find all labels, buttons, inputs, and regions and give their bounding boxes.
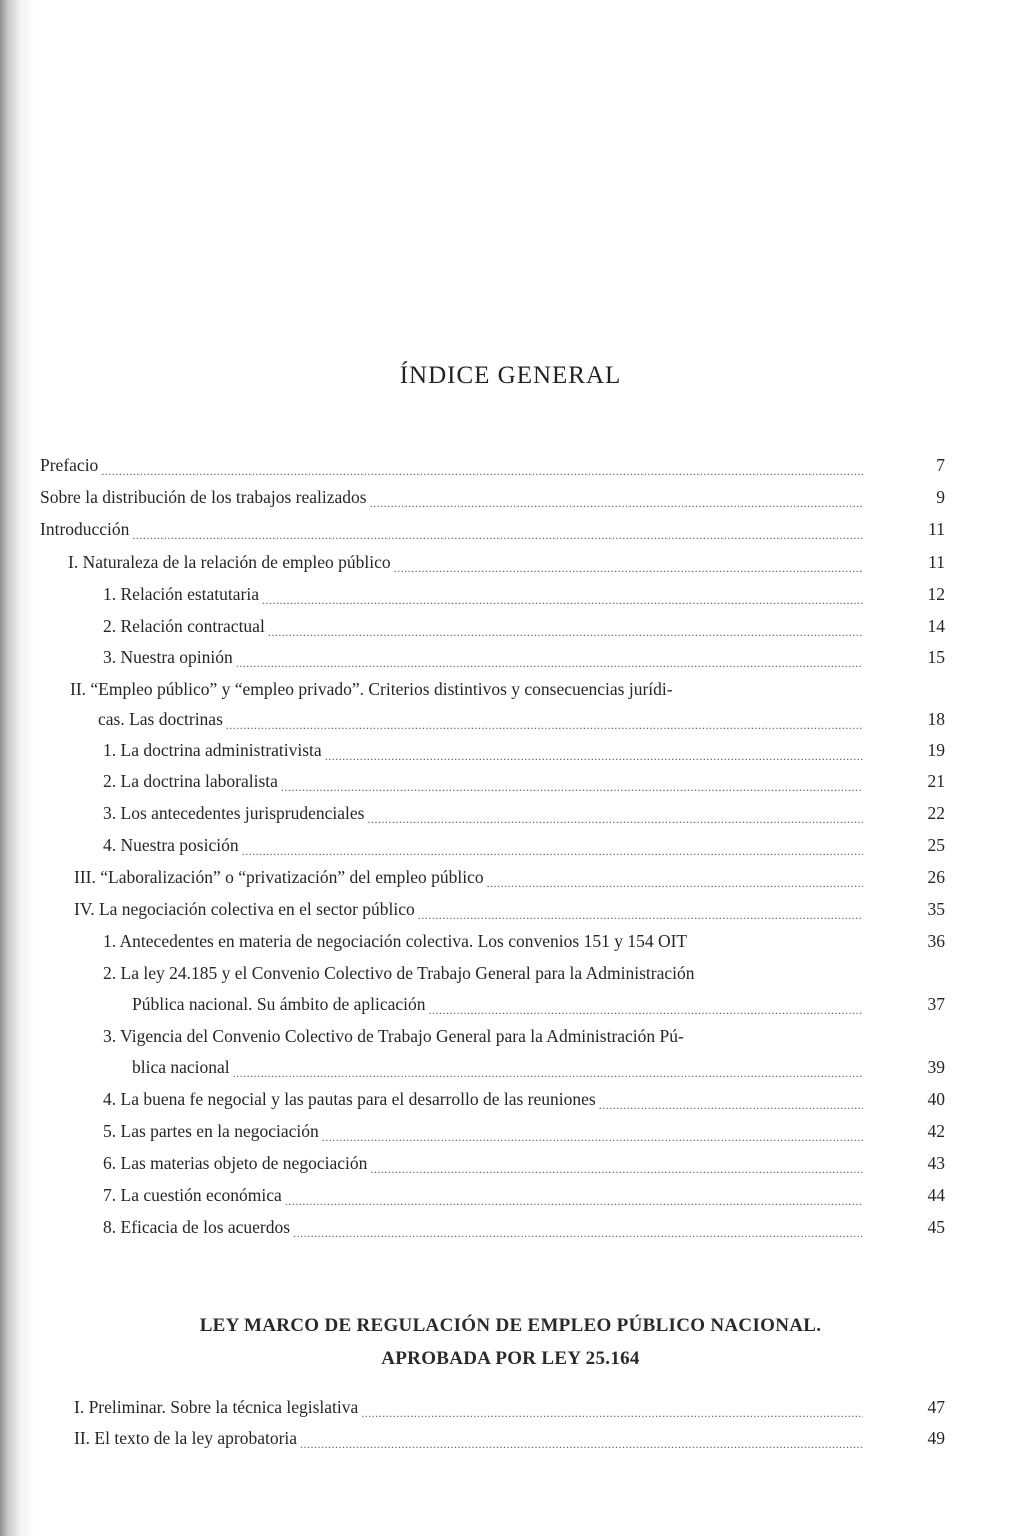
toc-entry-title: II. “Empleo público” y “empleo privado”. Criterios distintivos y consecuencias jurídi- — [70, 679, 673, 699]
leader-dots — [361, 1403, 863, 1423]
toc-entry — [74, 894, 866, 925]
toc-entry-title: 7. La cuestión económica — [103, 1185, 282, 1205]
toc-entry — [74, 1392, 866, 1423]
toc-entry-title: I. Naturaleza de la relación de empleo público — [68, 552, 391, 572]
toc-page-number: 44 — [927, 1185, 945, 1205]
toc-page-number: 12 — [927, 584, 945, 604]
toc-entry — [103, 735, 866, 766]
toc-entry-title: II. El texto de la ley aprobatoria — [74, 1428, 298, 1448]
leader-dots — [599, 1095, 863, 1115]
leader-dots — [281, 777, 863, 797]
toc-entry-title: 2. La doctrina laboralista — [103, 771, 278, 791]
toc-page-number: 11 — [928, 519, 945, 539]
toc-entry-title: III. “Laboralización” o “privatización” del empleo público — [74, 867, 484, 887]
leader-dots — [268, 622, 863, 642]
toc-page-number: 39 — [927, 1057, 945, 1077]
leader-dots — [418, 905, 863, 925]
toc-entry — [132, 1052, 866, 1083]
toc-entry-title: Prefacio — [40, 455, 99, 475]
toc-entry-title: IV. La negociación colectiva en el sector público — [74, 899, 415, 919]
toc-entry — [103, 642, 866, 673]
toc-page-number: 40 — [927, 1089, 945, 1109]
toc-entry — [40, 514, 866, 545]
toc-entry — [103, 1212, 866, 1243]
toc-entry-title: 8. Eficacia de los acuerdos — [103, 1217, 291, 1237]
leader-dots — [370, 1159, 863, 1179]
toc-entry-title: 1. Relación estatutaria — [103, 584, 259, 604]
page-title: ÍNDICE GENERAL — [399, 362, 622, 389]
toc-page-number: 25 — [927, 835, 945, 855]
toc-entry — [103, 579, 866, 610]
toc-entry-title: Introducción — [40, 519, 130, 539]
leader-dots — [262, 590, 863, 610]
toc-entry-title-continued: cas. Las doctrinas — [98, 709, 223, 729]
toc-page-number: 45 — [927, 1217, 945, 1237]
toc-entry-title: 1. La doctrina administrativista — [103, 740, 322, 760]
toc-entry — [103, 1148, 866, 1179]
toc-entry — [103, 830, 866, 861]
toc-page-number: 36 — [927, 931, 945, 951]
toc-entry-title-continued: Pública nacional. Su ámbito de aplicación — [132, 994, 426, 1014]
section-subheading: APROBADA POR LEY 25.164 — [381, 1348, 640, 1369]
toc-entry-title-continued: blica nacional — [132, 1057, 230, 1077]
toc-entry-title: 5. Las partes en la negociación — [103, 1121, 319, 1141]
leader-dots — [293, 1223, 863, 1243]
toc-entry — [103, 1084, 866, 1115]
toc-page-number: 35 — [927, 899, 945, 919]
toc-page-number: 22 — [927, 803, 945, 823]
leader-dots — [233, 1063, 863, 1083]
toc-entry — [103, 1116, 866, 1147]
leader-dots — [132, 525, 863, 545]
leader-dots — [285, 1191, 863, 1211]
toc-entry — [74, 862, 866, 893]
leader-dots — [300, 1434, 863, 1454]
leader-dots — [370, 493, 863, 513]
toc-page-number: 15 — [927, 647, 945, 667]
toc-entry-title: 4. La buena fe negocial y las pautas para el desarrollo de las reuniones — [103, 1089, 596, 1109]
leader-dots — [236, 653, 863, 673]
toc-entry-title: Sobre la distribución de los trabajos realizados — [40, 487, 367, 507]
toc-entry-title: 3. Nuestra opinión — [103, 647, 233, 667]
toc-entry-title: 2. Relación contractual — [103, 616, 265, 636]
toc-entry-title: 1. Antecedentes en materia de negociación colectiva. Los convenios 151 y 154 OIT — [103, 931, 688, 951]
toc-page-number: 43 — [927, 1153, 945, 1173]
toc-page-number: 11 — [928, 552, 945, 572]
leader-dots — [226, 715, 863, 735]
toc-page-number: 9 — [936, 487, 945, 507]
leader-dots — [367, 809, 863, 829]
toc-page-number: 49 — [927, 1428, 945, 1448]
toc-entry-title: 4. Nuestra posición — [103, 835, 239, 855]
toc-entry — [40, 482, 866, 513]
toc-page-number: 19 — [927, 740, 945, 760]
leader-dots — [325, 746, 863, 766]
toc-entry-title: 3. Los antecedentes jurisprudenciales — [103, 803, 365, 823]
toc-entry-title: 3. Vigencia del Convenio Colectivo de Trabajo General para la Administración Pú- — [103, 1026, 684, 1046]
section-heading: LEY MARCO DE REGULACIÓN DE EMPLEO PÚBLICO NACIONAL. — [199, 1315, 822, 1336]
toc-entry — [40, 450, 866, 481]
leader-dots — [394, 558, 863, 578]
toc-entry-title: I. Preliminar. Sobre la técnica legislativa — [74, 1397, 359, 1417]
leader-dots — [429, 1000, 863, 1020]
toc-entry — [74, 1423, 866, 1454]
toc-entry — [103, 798, 866, 829]
toc-page-number: 21 — [927, 771, 945, 791]
toc-entry — [103, 766, 866, 797]
toc-entry — [132, 989, 866, 1020]
toc-entry — [103, 1180, 866, 1211]
leader-dots — [242, 841, 863, 861]
toc-entry-title: 2. La ley 24.185 y el Convenio Colectivo de Trabajo General para la Administración — [103, 963, 695, 983]
toc-page-number: 26 — [927, 867, 945, 887]
leader-dots — [101, 461, 863, 481]
toc-page-number: 7 — [936, 455, 945, 475]
toc-page-number: 42 — [927, 1121, 945, 1141]
toc-page-number: 18 — [927, 709, 945, 729]
leader-dots — [322, 1127, 863, 1147]
toc-entry-title: 6. Las materias objeto de negociación — [103, 1153, 368, 1173]
toc-page-number: 47 — [927, 1397, 945, 1417]
toc-entry — [68, 547, 866, 578]
toc-entry — [98, 704, 866, 735]
toc-entry — [103, 611, 866, 642]
toc-page-number: 37 — [927, 994, 945, 1014]
leader-dots — [487, 873, 863, 893]
toc-page-number: 14 — [927, 616, 945, 636]
